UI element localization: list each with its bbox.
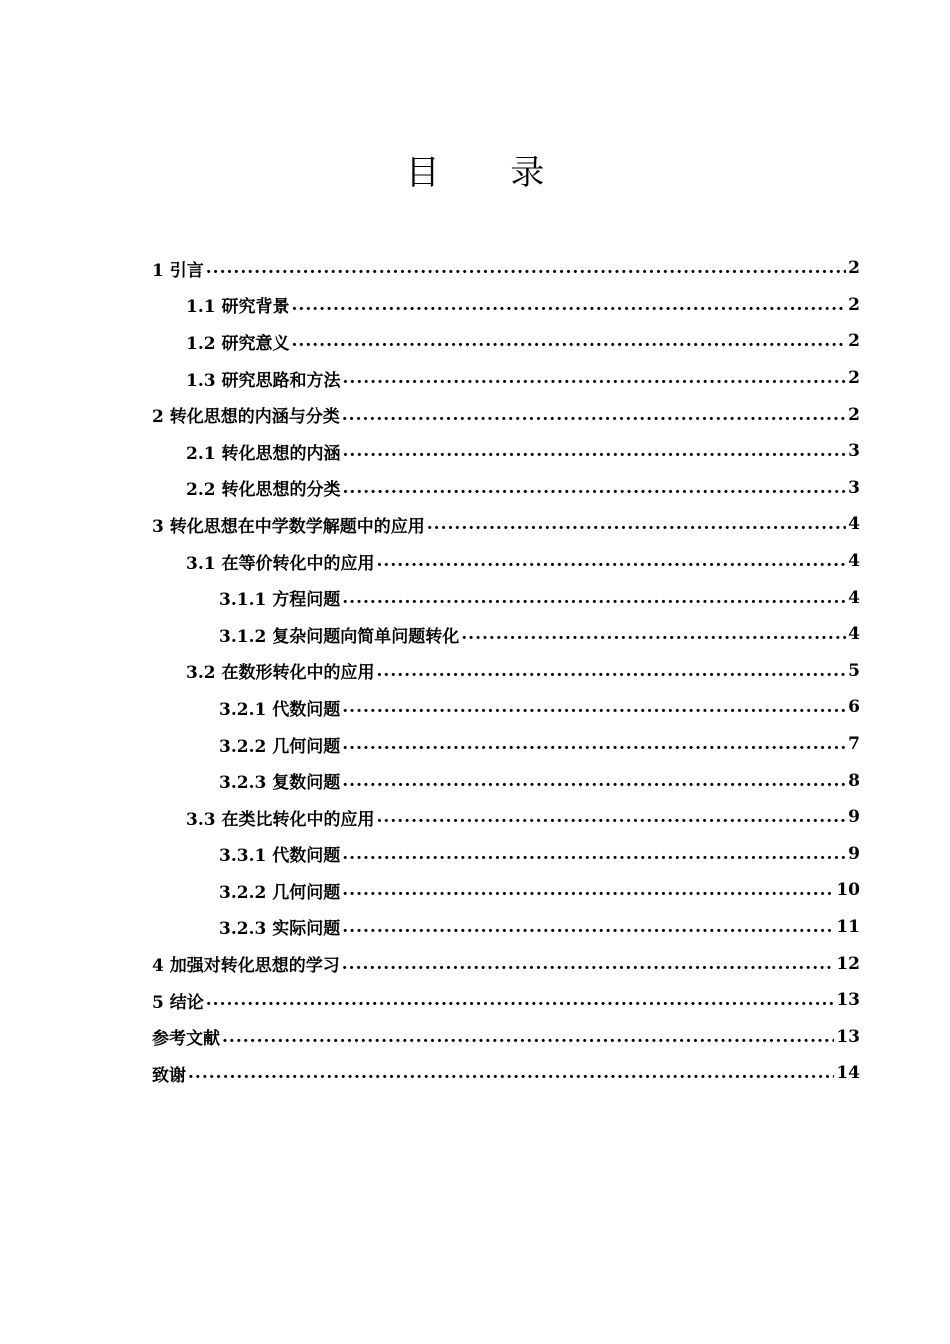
toc-entry[interactable] [152,360,860,397]
toc-dot-leader [342,588,846,608]
toc-entry-label: 3.3 在类比转化中的应用 [186,809,375,830]
toc-entry[interactable] [152,433,860,470]
toc-entry[interactable] [152,323,860,360]
toc-dot-leader [342,405,846,425]
toc-entry-page-number: 9 [848,843,860,864]
toc-entry[interactable] [152,909,860,946]
toc-entry[interactable] [152,543,860,580]
toc-entry[interactable] [152,762,860,799]
toc-entry-page-number: 13 [836,1026,860,1047]
toc-entry-page-number: 2 [848,404,860,425]
toc-entry-label: 3.3.1 代数问题 [219,846,341,867]
toc-entry-page-number: 11 [836,916,860,937]
toc-entry[interactable] [152,396,860,433]
toc-dot-leader [342,917,834,937]
toc-dot-leader [188,1063,834,1083]
toc-entry-page-number: 2 [848,368,860,389]
toc-dot-leader [206,990,835,1010]
toc-entry-page-number: 2 [848,331,860,352]
toc-entry[interactable] [152,1018,860,1055]
toc-entry-label: 参考文献 [152,1029,220,1050]
toc-entry-page-number: 13 [836,990,860,1011]
toc-dot-leader [342,697,846,717]
toc-entry-label: 5 结论 [152,992,204,1013]
toc-entry-label: 2.2 转化思想的分类 [186,480,341,501]
toc-entry[interactable] [152,726,860,763]
toc-entry-label: 1.1 研究背景 [186,297,290,318]
toc-dot-leader [342,954,835,974]
toc-entry-label: 2 转化思想的内涵与分类 [152,407,340,428]
toc-dot-leader [377,551,847,571]
toc-entry-page-number: 4 [848,551,860,572]
toc-entry-page-number: 4 [848,624,860,645]
toc-entry[interactable] [152,470,860,507]
toc-dot-leader [377,807,847,827]
toc-entry-label: 致谢 [152,1065,186,1086]
toc-entry-label: 1.2 研究意义 [186,333,290,354]
toc-entry-page-number: 8 [848,770,860,791]
toc-entry-label: 3.2.1 代数问题 [219,699,341,720]
toc-entry-label: 3 转化思想在中学数学解题中的应用 [152,516,425,537]
toc-entry[interactable] [152,982,860,1019]
toc-entry-label: 3.2.2 几何问题 [219,736,341,757]
toc-dot-leader [222,1027,834,1047]
toc-dot-leader [342,880,834,900]
toc-dot-leader [206,258,846,278]
toc-dot-leader [461,624,846,644]
toc-entry[interactable] [152,653,860,690]
toc-dot-leader [342,734,846,754]
toc-dot-leader [292,331,847,351]
toc-entry[interactable] [152,872,860,909]
toc-entry-label: 1 引言 [152,260,204,281]
toc-entry-page-number: 3 [848,441,860,462]
toc-entry-page-number: 3 [848,477,860,498]
toc-dot-leader [343,478,847,498]
toc-entry[interactable] [152,616,860,653]
toc-dot-leader [377,661,847,681]
toc-entry-page-number: 4 [848,514,860,535]
toc-entry-label: 2.1 转化思想的内涵 [186,443,341,464]
toc-dot-leader [342,844,846,864]
toc-entry[interactable] [152,579,860,616]
toc-dot-leader [343,441,847,461]
toc-entry-page-number: 9 [848,807,860,828]
toc-entry-page-number: 7 [848,734,860,755]
toc-entry-label: 3.1 在等价转化中的应用 [186,553,375,574]
toc-entry-page-number: 10 [836,880,860,901]
toc-dot-leader [342,771,846,791]
toc-entry-label: 1.3 研究思路和方法 [186,370,341,391]
table-of-contents [152,250,860,1092]
toc-entry-page-number: 2 [848,258,860,279]
toc-entry-label: 3.2.2 几何问题 [219,882,341,903]
toc-entry-label: 3.2.3 实际问题 [219,919,341,940]
toc-entry-label: 3.2 在数形转化中的应用 [186,663,375,684]
toc-entry[interactable] [152,945,860,982]
toc-entry-page-number: 4 [848,587,860,608]
toc-entry[interactable] [152,506,860,543]
toc-entry-label: 3.1.2 复杂问题向简单问题转化 [219,626,460,647]
toc-entry-page-number: 5 [848,660,860,681]
toc-entry[interactable] [152,1055,860,1092]
toc-entry[interactable] [152,799,860,836]
toc-entry[interactable] [152,250,860,287]
toc-dot-leader [343,368,847,388]
toc-entry[interactable] [152,836,860,873]
page-title: 目 录 [405,153,575,193]
toc-entry-page-number: 12 [836,953,860,974]
toc-entry-label: 4 加强对转化思想的学习 [152,956,340,977]
toc-entry-page-number: 2 [848,294,860,315]
toc-dot-leader [292,295,847,315]
toc-dot-leader [427,514,846,534]
toc-entry-label: 3.2.3 复数问题 [219,773,341,794]
toc-entry-page-number: 6 [848,697,860,718]
toc-entry-label: 3.1.1 方程问题 [219,590,341,611]
toc-entry[interactable] [152,689,860,726]
toc-entry[interactable] [152,287,860,324]
toc-entry-page-number: 14 [836,1063,860,1084]
